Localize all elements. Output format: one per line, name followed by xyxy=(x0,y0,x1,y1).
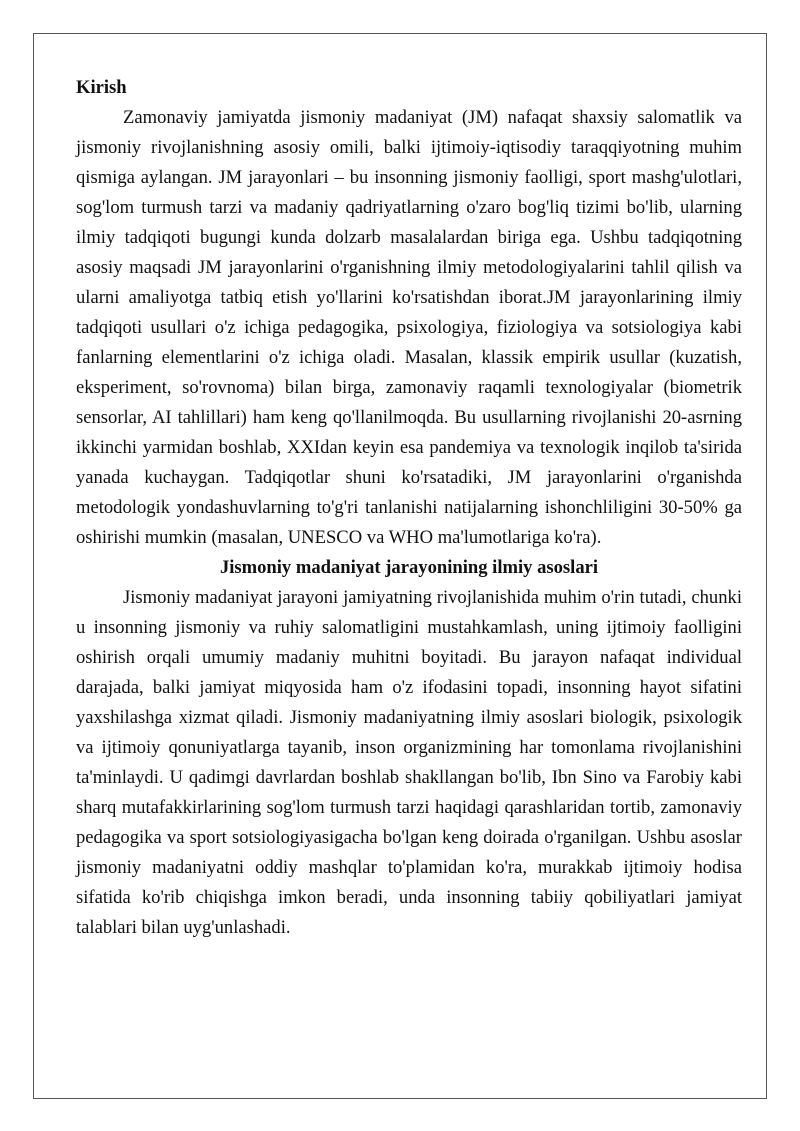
section-heading-introduction: Kirish xyxy=(76,77,127,98)
document-body xyxy=(76,73,742,943)
introduction-paragraph: Zamonaviy jamiyatda jismoniy madaniyat (JM) nafaqat shaxsiy salomatlik va jismoniy rivojlanishning asosiy omili, balki ijtimoiy-iqtisodiy taraqqiyotning muhim qismiga aylangan. JM jarayonlari – bu insonning jismoniy faolligi, sport mashg'ulotlari, sog'lom turmush tarzi va madaniy qadriyatlarning o'zaro bog'liq tizimi bo'lib, ularning ilmiy tadqiqoti bugungi kunda dolzarb masalalardan biriga ega. Ushbu tadqiqotning asosiy maqsadi JM jarayonlarini o'rganishning ilmiy metodologiyalarini tahlil qilish va ularni amaliyotga tatbiq etish yo'llarini ko'rsatishdan iborat.JM jarayonlarining ilmiy tadqiqoti usullari o'z ichiga pedagogika, psixologiya, fiziologiya va sotsiologiya kabi fanlarning elementlarini o'z ichiga oladi. Masalan, klassik empirik usullar (kuzatish, eksperiment, so'rovnoma) bilan birga, zamonaviy raqamli texnologiyalar (biometrik sensorlar, AI tahlillari) ham keng qo'llanilmoqda. Bu usullarning rivojlanishi 20-asrning ikkinchi yarmidan boshlab, XXIdan keyin esa pandemiya va texnologik inqilob ta'sirida yanada kuchaygan. Tadqiqotlar shuni ko'rsatadiki, JM jarayonlarini o'rganishda metodologik yondashuvlarning to'g'ri tanlanishi natijalarning ishonchliligini 30-50% ga oshirishi mumkin (masalan, UNESCO va WHO ma'lumotlariga ko'ra). xyxy=(76,107,742,548)
section-heading-scientific-foundations: Jismoniy madaniyat jarayonining ilmiy asoslari xyxy=(219,557,599,578)
scientific-foundations-paragraph: Jismoniy madaniyat jarayoni jamiyatning rivojlanishida muhim o'rin tutadi, chunki u insonning jismoniy va ruhiy salomatligini mustahkamlash, uning ijtimoiy faolligini oshirish orqali umumiy madaniy muhitni boyitadi. Bu jarayon nafaqat individual darajada, balki jamiyat miqyosida ham o'z ifodasini topadi, insonning hayot sifatini yaxshilashga xizmat qiladi. Jismoniy madaniyatning ilmiy asoslari biologik, psixologik va ijtimoiy qonuniyatlarga tayanib, inson organizmining har tomonlama rivojlanishini ta'minlaydi. U qadimgi davrlardan boshlab shakllangan bo'lib, Ibn Sino va Farobiy kabi sharq mutafakkirlarining sog'lom turmush tarzi haqidagi qarashlaridan tortib, zamonaviy pedagogika va sport sotsiologiyasigacha bo'lgan keng doirada o'rganilgan. Ushbu asoslar jismoniy madaniyatni oddiy mashqlar to'plamidan ko'ra, murakkab ijtimoiy hodisa sifatida ko'rib chiqishga imkon beradi, unda insonning tabiiy qobiliyatlari jamiyat talablari bilan uyg'unlashadi. xyxy=(76,587,742,938)
